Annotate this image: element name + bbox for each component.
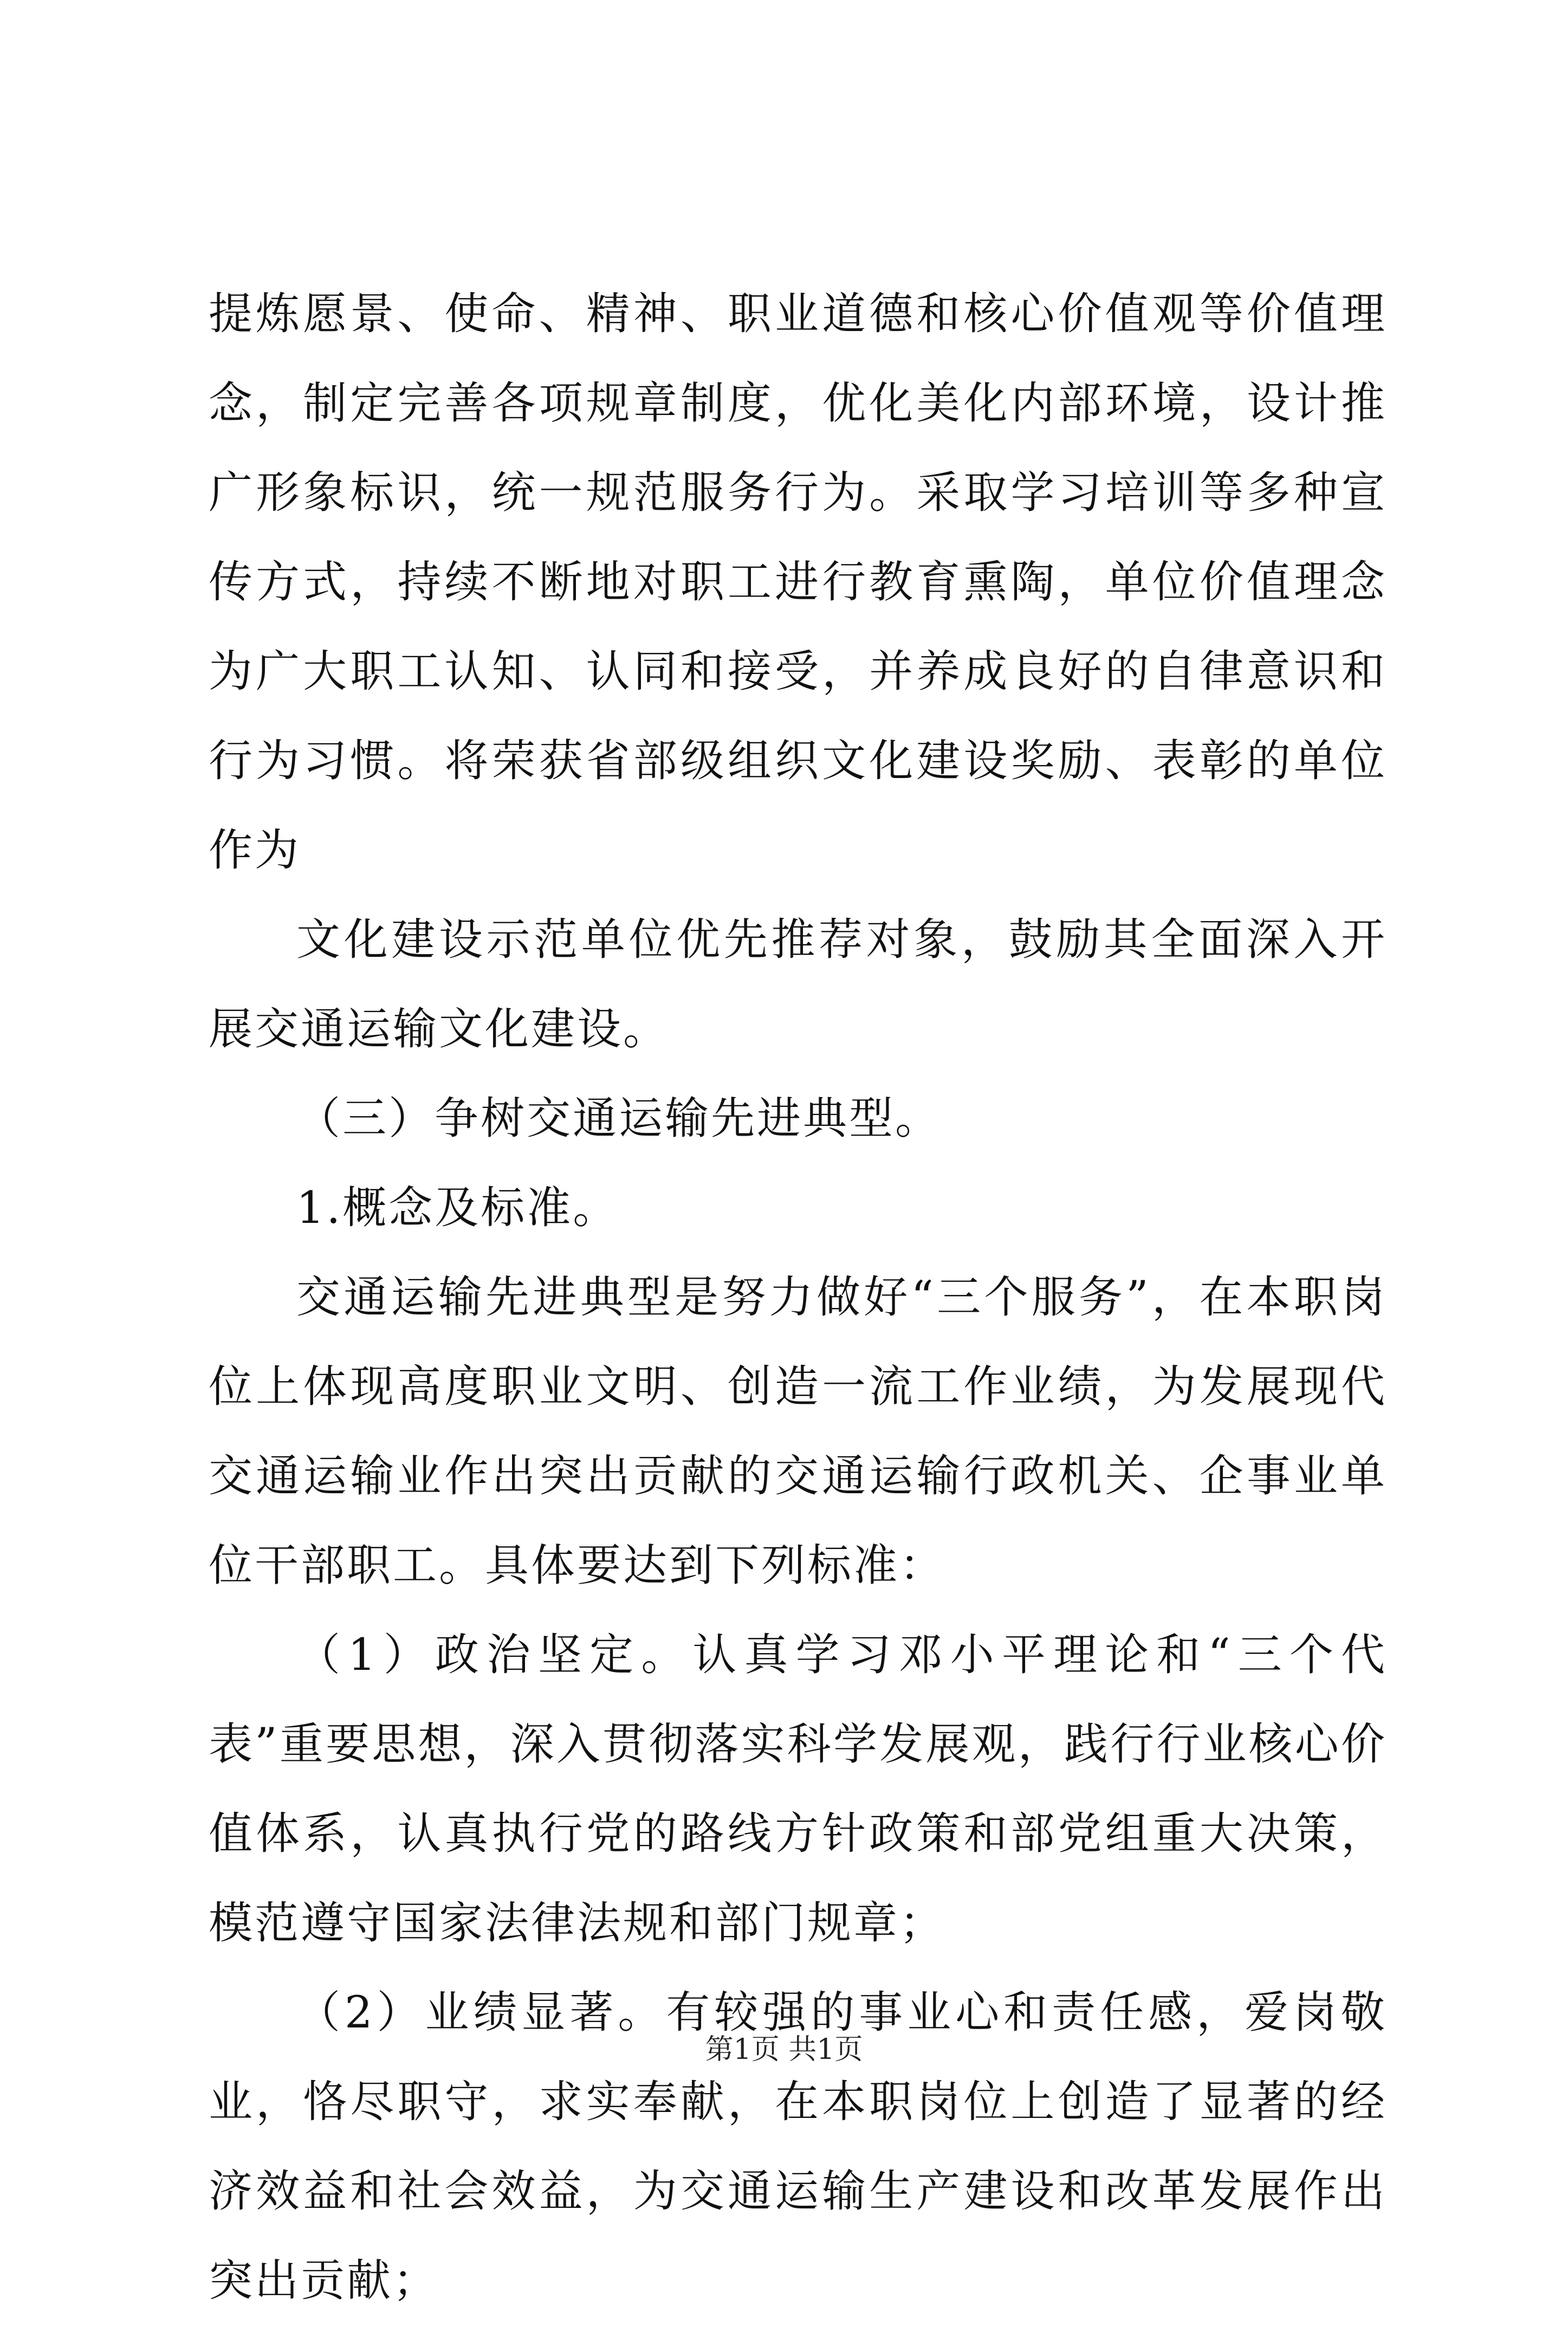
- criterion-performance: （2）业绩显著。有较强的事业心和责任感，爱岗敬业，恪尽职守，求实奉献，在本职岗位上创造了显著的经济效益和社会效益，为交通运输生产建设和改革发展作出突出贡献；: [209, 1987, 1387, 2306]
- paragraph-continuation: 提炼愿景、使命、精神、职业道德和核心价值观等价值理念，制定完善各项规章制度，优化美化内部环境，设计推广形象标识，统一规范服务行为。采取学习培训等多种宣传方式，持续不断地对职工进行教育熏陶，单位价值理念为广大职工认知、认同和接受，并养成良好的自律意识和行为习惯。将荣获省部级组织文化建设奖励、表彰的单位作为: [209, 289, 1387, 876]
- document-body: [209, 270, 1387, 2326]
- paragraph-demonstration-unit: 文化建设示范单位优先推荐对象，鼓励其全面深入开展交通运输文化建设。: [209, 915, 1387, 1055]
- page-number-footer: 第1页 共1页: [705, 2033, 863, 2066]
- subsection-heading: 1.概念及标准。: [296, 1183, 619, 1234]
- criterion-political: （1）政治坚定。认真学习邓小平理论和“三个代表”重要思想，深入贯彻落实科学发展观，践行行业核心价值体系，认真执行党的路线方针政策和部党组重大决策，模范遵守国家法律法规和部门规章；: [209, 1630, 1387, 1949]
- paragraph-definition: 交通运输先进典型是努力做好“三个服务”，在本职岗位上体现高度职业文明、创造一流工作业绩，为发展现代交通运输业作出突出贡献的交通运输行政机关、企事业单位干部职工。具体要达到下列标准：: [209, 1272, 1387, 1591]
- section-heading: （三）争树交通运输先进典型。: [296, 1093, 942, 1144]
